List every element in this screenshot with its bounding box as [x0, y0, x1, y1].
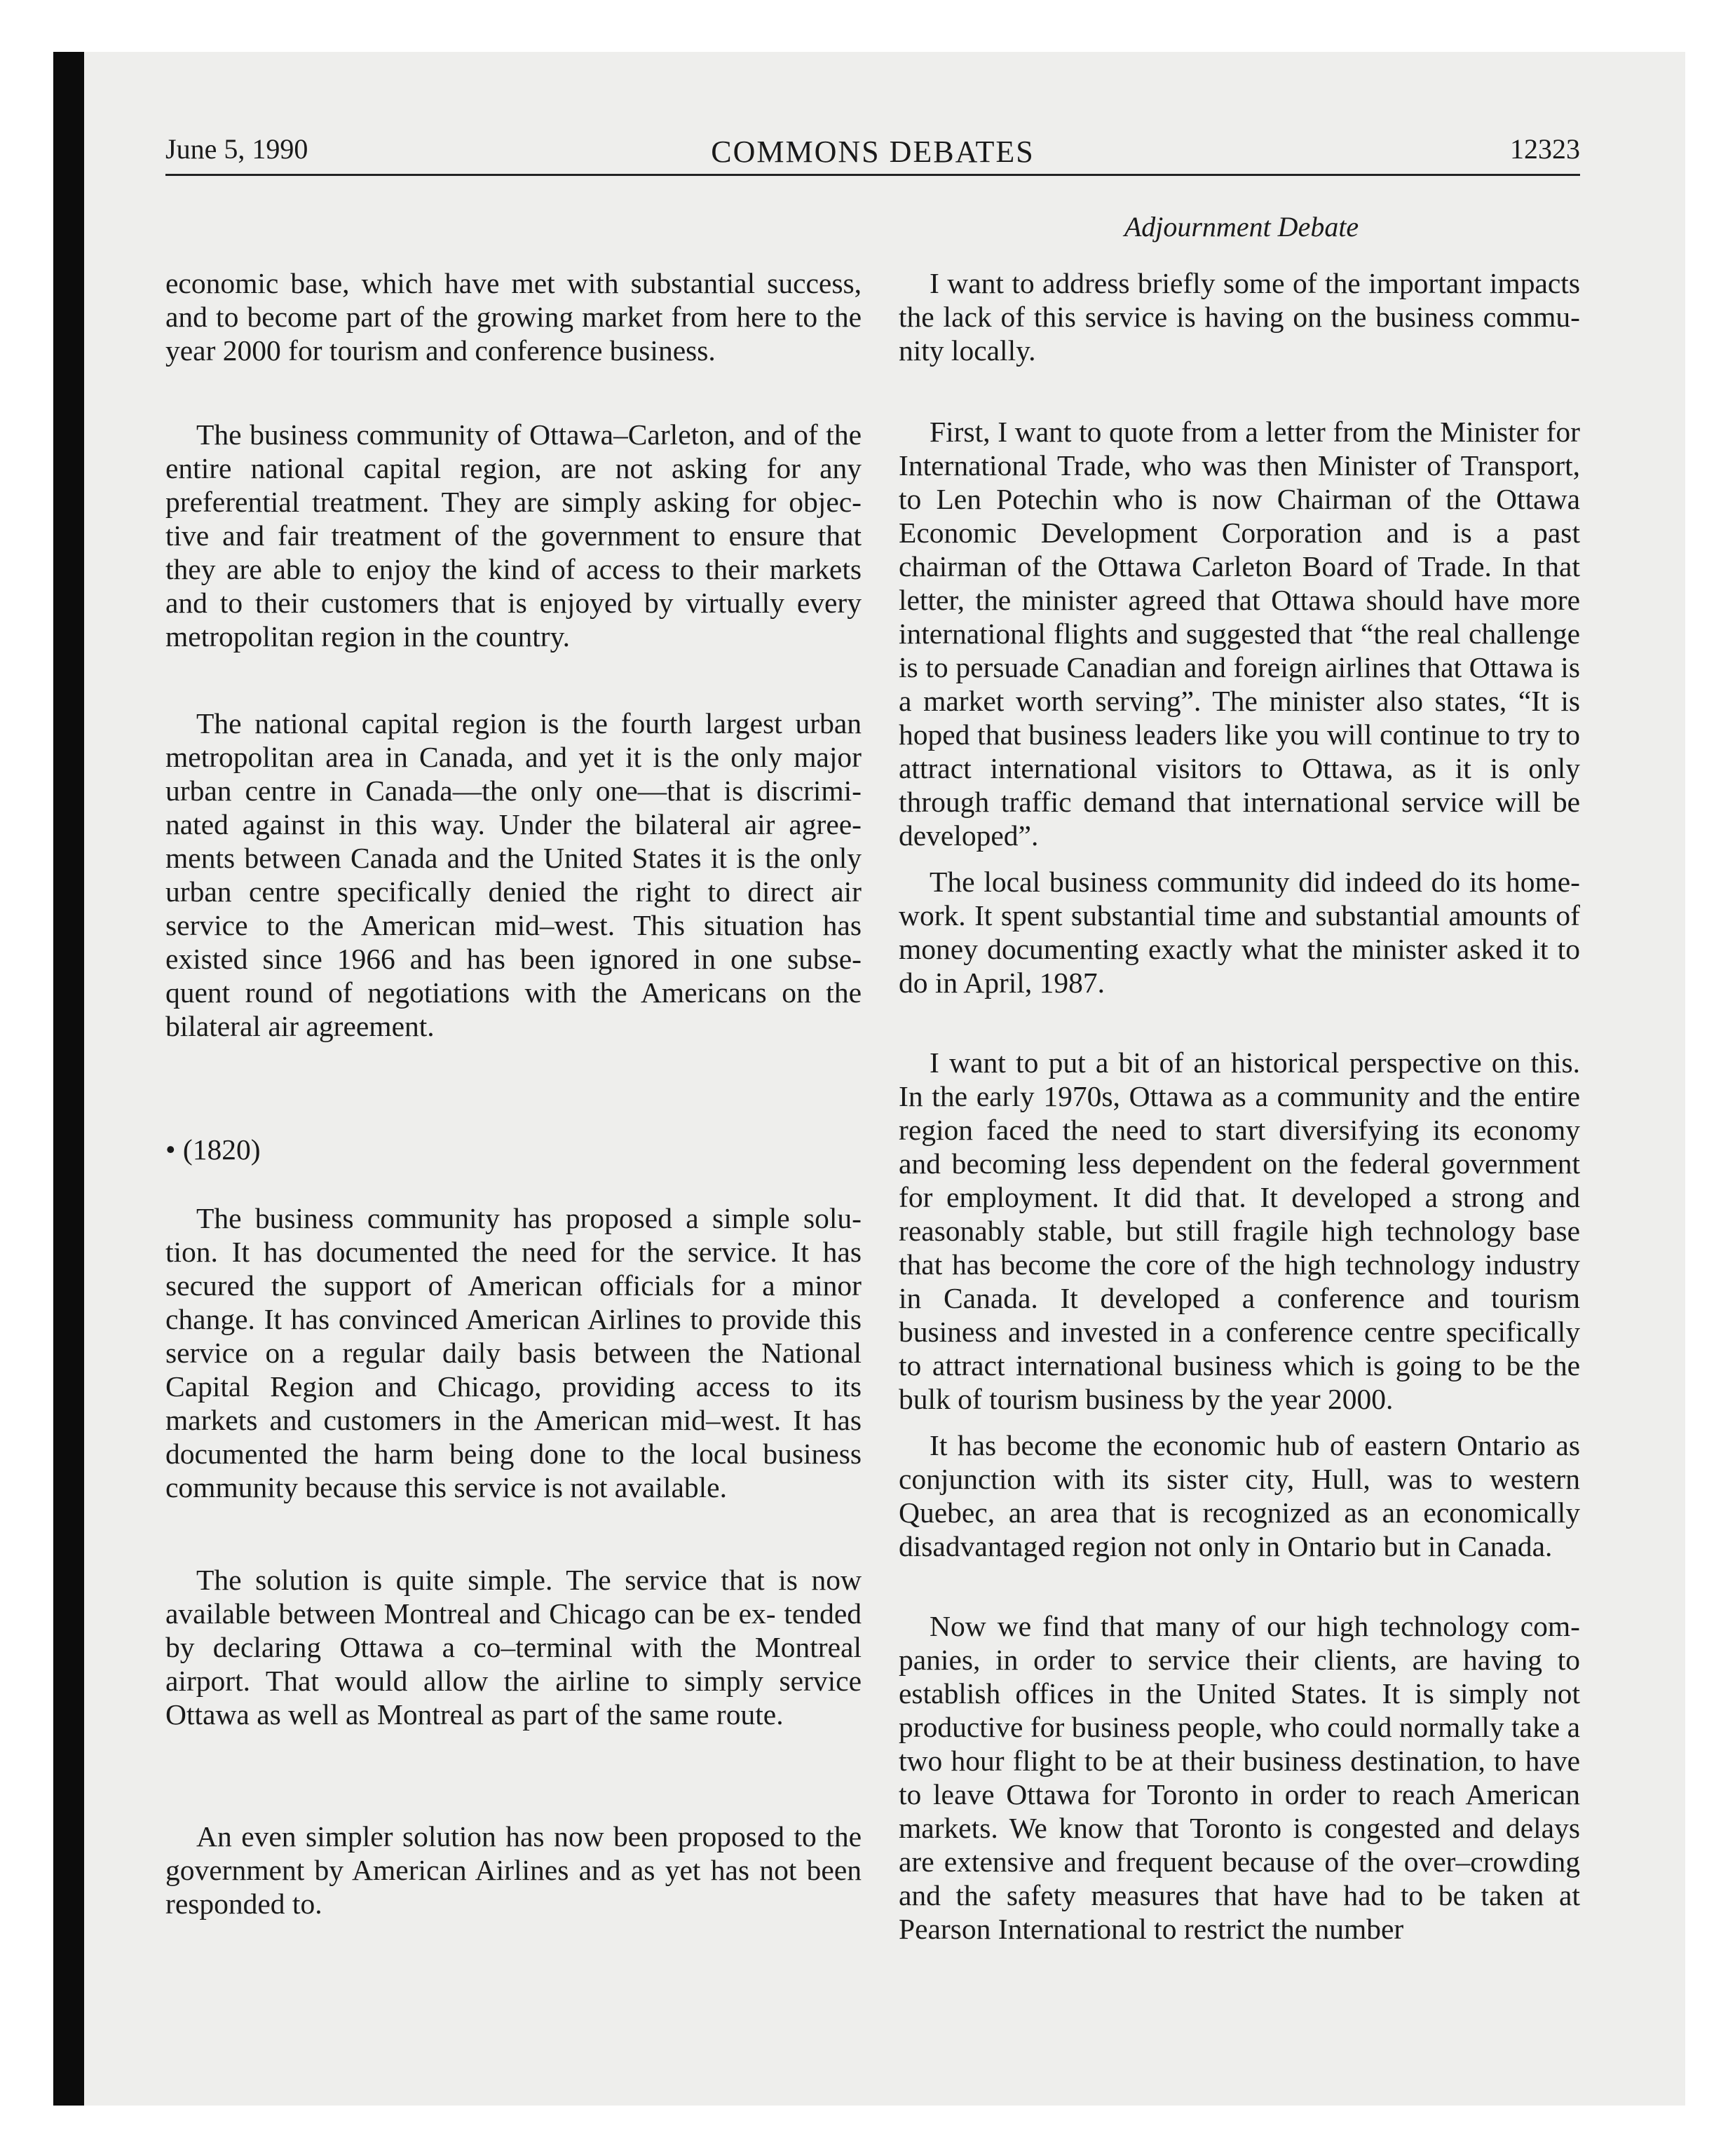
binding-edge: [53, 52, 84, 2106]
section-heading: Adjournment Debate: [1124, 211, 1359, 243]
paragraph: First, I want to quote from a letter from the Minister for International Trade, who was then Minister of Transport, to Len Potechin who is now Chairman of the Ottawa Economic Development Corporation and is a past chairman of the Ottawa Carleton Board of Trade. In that letter, the minister agreed that Ottawa should have more international flights and suggested that “the real challenge is to persuade Canadian and foreign airlines that Ottawa is a market worth serving”. The minister also states, “It is hoped that business leaders like you will continue to try to attract international visitors to Ottawa, as it is only through traffic demand that international service will be developed”.: [899, 416, 1580, 852]
paragraph: I want to address briefly some of the important impacts the lack of this service is having on the business commu- nity locally.: [899, 267, 1580, 367]
paragraph: The local business community did indeed do its home- work. It spent substantial time and substantial amounts of money documenting exactly what the minister asked it to do in April, 1987.: [899, 866, 1580, 999]
header-rule: [165, 174, 1580, 176]
paragraph: The national capital region is the fourth largest urban metropolitan area in Canada, and yet it is the only major urban centre in Canada—the only one—that is discrimi- nated against in this way. Under the bilateral air agree- ments between Canada and the United States it is the only urban centre specifically denied the right to direct air service to the American mid–west. This situation has existed since 1966 and has been ignored in one subse- quent round of negotiations with the Americans on the bilateral air agreement.: [165, 707, 862, 1042]
page-header: [165, 133, 1580, 172]
time-marker: • (1820): [165, 1133, 261, 1166]
paragraph: I want to put a bit of an historical perspective on this. In the early 1970s, Ottawa as a community and the entire region faced the need to start diversifying its economy and becoming less dependent on the federal government for employment. It did that. It developed a strong and reasonably stable, but still fragile high technology base that has become the core of the high technology industry in Canada. It developed a conference and tourism business and invested in a conference centre specifically to attract international business which is going to be the bulk of tourism business by the year 2000.: [899, 1046, 1580, 1415]
header-title: COMMONS DEBATES: [711, 135, 1035, 169]
paragraph: Now we find that many of our high technology com- panies, in order to service their clients, are having to establish offices in the United States. It is simply not productive for business people, who could normally take a two hour flight to be at their business destination, to have to leave Ottawa for Toronto in order to reach American markets. We know that Toronto is congested and delays are extensive and frequent because of the over–crowding and the safety measures that have had to be taken at Pearson International to restrict the number: [899, 1610, 1580, 1945]
paragraph: An even simpler solution has now been proposed to the government by American Airlines and as yet has not been responded to.: [165, 1820, 862, 1920]
header-page-number: 12323: [1510, 133, 1580, 165]
header-date: June 5, 1990: [165, 133, 308, 165]
paragraph: The business community of Ottawa–Carleton, and of the entire national capital region, are not asking for any preferential treatment. They are simply asking for objec- tive and fair treatment of the government to ensure that they are able to enjoy the kind of access to their markets and to their customers that is enjoyed by virtually every metropolitan region in the country.: [165, 418, 862, 653]
paragraph: economic base, which have met with substantial success, and to become part of the growing market from here to the year 2000 for tourism and conference business.: [165, 267, 862, 367]
paragraph: The solution is quite simple. The service that is now available between Montreal and Chicago can be ex- tended by declaring Ottawa a co–terminal with the Montreal airport. That would allow the airline to simply service Ottawa as well as Montreal as part of the same route.: [165, 1564, 862, 1731]
paragraph: The business community has proposed a simple solu- tion. It has documented the need for the service. It has secured the support of American officials for a minor change. It has convinced American Airlines to provide this service on a regular daily basis between the National Capital Region and Chicago, providing access to its markets and customers in the American mid–west. It has documented the harm being done to the local business community because this service is not available.: [165, 1202, 862, 1503]
paragraph: It has become the economic hub of eastern Ontario as conjunction with its sister city, Hull, was to western Quebec, an area that is recognized as an economically disadvantaged region not only in Ontario but in Canada.: [899, 1429, 1580, 1562]
